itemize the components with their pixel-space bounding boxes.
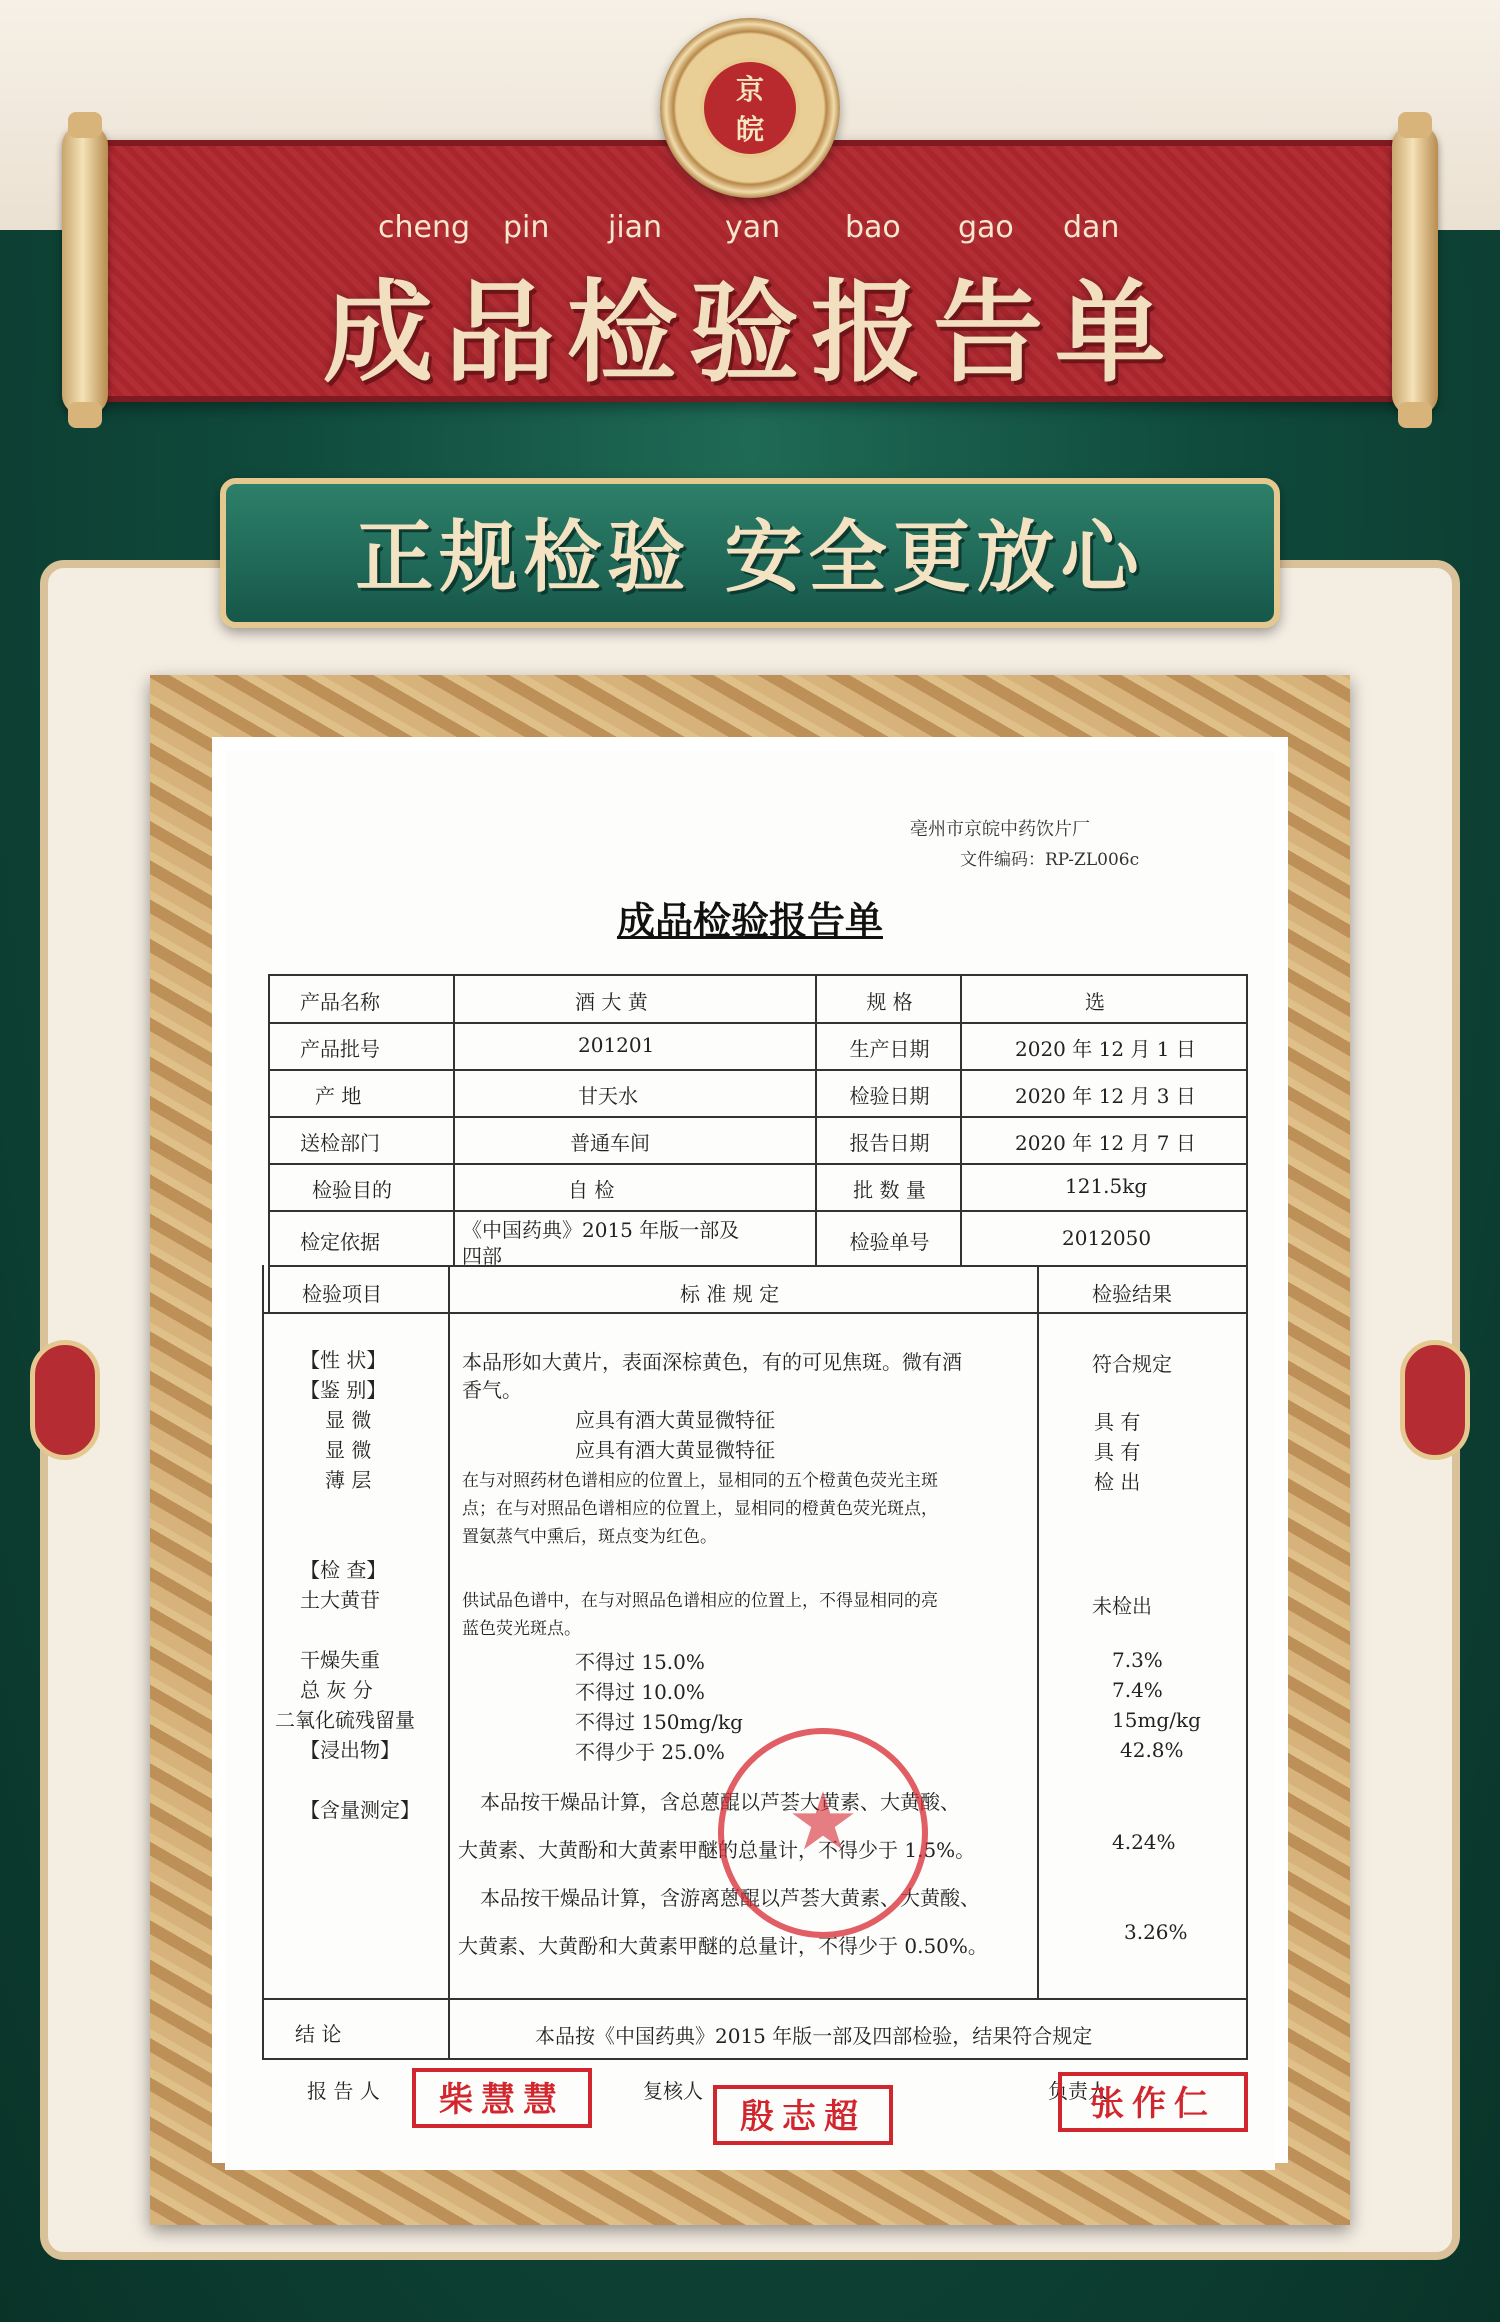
table-line bbox=[268, 1163, 1246, 1165]
test-item: 【含量测定】 bbox=[300, 1798, 420, 1822]
info-label: 产 地 bbox=[315, 1084, 362, 1108]
result-value: 具 有 bbox=[1094, 1410, 1141, 1434]
result-value: 检 出 bbox=[1094, 1470, 1141, 1494]
standard-text: 香气。 bbox=[462, 1378, 522, 1402]
info-label: 检验目的 bbox=[312, 1178, 392, 1202]
signature-label: 复核人 bbox=[643, 2079, 703, 2103]
pinyin-syllable: yan bbox=[725, 210, 781, 245]
table-line bbox=[262, 1998, 1246, 2000]
seal-star-icon: ★ bbox=[787, 1775, 859, 1868]
standard-text: 蓝色荧光斑点。 bbox=[462, 1619, 581, 1639]
pinyin-syllable: gao bbox=[958, 210, 1014, 245]
test-item: 【鉴 别】 bbox=[300, 1378, 387, 1402]
seal-char: 京 bbox=[735, 73, 764, 106]
test-item: 薄 层 bbox=[325, 1468, 372, 1492]
signature-stamp: 张作仁 bbox=[1058, 2072, 1248, 2132]
standard-text: 应具有酒大黄显微特征 bbox=[575, 1408, 775, 1432]
info-value: 四部 bbox=[462, 1244, 502, 1268]
column-header: 标 准 规 定 bbox=[680, 1282, 780, 1306]
standard-text: 本品按干燥品计算，含游离蒽醌以芦荟大黄素、大黄酸、 bbox=[480, 1886, 980, 1910]
info-value: 自 检 bbox=[568, 1178, 615, 1202]
side-ornament-icon bbox=[30, 1340, 100, 1460]
result-value: 3.26% bbox=[1124, 1920, 1188, 1944]
company-name: 亳州市京皖中药饮片厂 bbox=[910, 819, 1090, 840]
table-line bbox=[262, 1312, 1246, 1314]
roller-cap-icon bbox=[68, 402, 102, 428]
info-label: 检验日期 bbox=[849, 1084, 930, 1108]
roller-cap-icon bbox=[1398, 402, 1432, 428]
info-value: 2020 年 12 月 3 日 bbox=[1015, 1084, 1196, 1108]
standard-text: 供试品色谱中，在与对照品色谱相应的位置上，不得显相同的亮 bbox=[462, 1591, 938, 1611]
signature-label: 报 告 人 bbox=[307, 2079, 380, 2103]
info-value: 201201 bbox=[578, 1033, 655, 1057]
signature-stamp: 柴慧慧 bbox=[412, 2068, 592, 2128]
standard-text: 不得少于 25.0% bbox=[575, 1740, 725, 1764]
info-value: 2020 年 12 月 1 日 bbox=[1015, 1037, 1196, 1061]
pinyin-syllable: pin bbox=[503, 210, 550, 245]
test-item: 二氧化硫残留量 bbox=[275, 1708, 415, 1732]
pinyin-syllable: jian bbox=[608, 210, 663, 245]
test-item: 【检 查】 bbox=[300, 1558, 387, 1582]
standard-text: 不得过 150mg/kg bbox=[575, 1710, 743, 1734]
standard-text: 应具有酒大黄显微特征 bbox=[575, 1438, 775, 1462]
table-line bbox=[815, 974, 817, 1265]
standard-text: 置氨蒸气中熏后，斑点变为红色。 bbox=[462, 1527, 717, 1547]
standard-text: 点；在与对照品色谱相应的位置上，显相同的橙黄色荧光斑点， bbox=[462, 1499, 938, 1519]
result-value: 42.8% bbox=[1120, 1738, 1184, 1762]
roller-cap-icon bbox=[68, 112, 102, 138]
page-title: 成品检验报告单 bbox=[323, 268, 1177, 397]
info-value: 2012050 bbox=[1062, 1226, 1152, 1250]
info-label: 报告日期 bbox=[849, 1131, 930, 1155]
info-value: 《中国药典》2015 年版一部及 bbox=[462, 1218, 740, 1242]
table-border bbox=[268, 974, 270, 1312]
pinyin-syllable: cheng bbox=[378, 210, 471, 245]
info-value: 121.5kg bbox=[1065, 1174, 1148, 1198]
test-item: 干燥失重 bbox=[300, 1648, 380, 1672]
standard-text: 本品按干燥品计算，含总蒽醌以芦荟大黄素、大黄酸、 bbox=[480, 1790, 960, 1814]
conclusion-label: 结 论 bbox=[295, 2022, 342, 2046]
pinyin-syllable: dan bbox=[1063, 210, 1120, 245]
table-line bbox=[268, 1022, 1246, 1024]
table-border bbox=[1246, 974, 1248, 2060]
standard-text: 不得过 10.0% bbox=[575, 1680, 705, 1704]
pinyin-syllable: bao bbox=[845, 210, 901, 245]
document-title: 成品检验报告单 bbox=[616, 899, 883, 943]
test-item: 【性 状】 bbox=[300, 1348, 387, 1372]
conclusion-text: 本品按《中国药典》2015 年版一部及四部检验，结果符合规定 bbox=[535, 2024, 1093, 2048]
info-label: 检定依据 bbox=[300, 1230, 380, 1254]
result-value: 7.3% bbox=[1112, 1648, 1163, 1672]
table-line bbox=[1037, 1265, 1039, 1998]
tagline: 正规检验 安全更放心 bbox=[355, 512, 1145, 603]
roller-cap-icon bbox=[1398, 112, 1432, 138]
info-label: 生产日期 bbox=[849, 1037, 930, 1061]
standard-text: 大黄素、大黄酚和大黄素甲醚的总量计，不得少于 0.50%。 bbox=[458, 1934, 988, 1958]
standard-text: 本品形如大黄片，表面深棕黄色，有的可见焦斑。微有酒 bbox=[462, 1350, 962, 1374]
table-line bbox=[453, 974, 455, 1265]
column-header: 检验项目 bbox=[302, 1282, 382, 1306]
info-value: 普通车间 bbox=[570, 1131, 650, 1155]
result-value: 符合规定 bbox=[1092, 1352, 1172, 1376]
info-value: 甘天水 bbox=[578, 1084, 638, 1108]
column-header: 检验结果 bbox=[1092, 1282, 1172, 1306]
info-value: 酒 大 黄 bbox=[575, 990, 648, 1014]
result-value: 未检出 bbox=[1092, 1594, 1152, 1618]
table-line bbox=[448, 1265, 450, 2060]
test-item: 显 微 bbox=[325, 1408, 372, 1432]
table-line bbox=[960, 974, 962, 1265]
result-value: 4.24% bbox=[1112, 1830, 1176, 1854]
file-code: 文件编码：RP-ZL006c bbox=[960, 850, 1140, 870]
signature-label: 负责人 bbox=[1048, 2079, 1108, 2103]
seal-char: 皖 bbox=[735, 113, 764, 146]
test-item: 总 灰 分 bbox=[300, 1678, 373, 1702]
info-label: 批 数 量 bbox=[853, 1178, 926, 1202]
table-line bbox=[268, 1265, 1246, 1267]
table-line bbox=[268, 1116, 1246, 1118]
table-border bbox=[262, 2058, 1246, 2060]
standard-text: 不得过 15.0% bbox=[575, 1650, 705, 1674]
side-ornament-icon bbox=[1400, 1340, 1470, 1460]
info-value: 2020 年 12 月 7 日 bbox=[1015, 1131, 1196, 1155]
result-value: 7.4% bbox=[1112, 1678, 1163, 1702]
test-item: 【浸出物】 bbox=[300, 1738, 400, 1762]
test-item: 土大黄苷 bbox=[300, 1588, 380, 1612]
info-value: 选 bbox=[1085, 990, 1105, 1014]
result-value: 15mg/kg bbox=[1112, 1708, 1201, 1732]
standard-text: 在与对照药材色谱相应的位置上，显相同的五个橙黄色荧光主斑 bbox=[462, 1471, 938, 1491]
standard-text: 大黄素、大黄酚和大黄素甲醚的总量计，不得少于 1.5%。 bbox=[458, 1838, 976, 1862]
info-label: 产品名称 bbox=[300, 990, 380, 1014]
test-item: 显 微 bbox=[325, 1438, 372, 1462]
table-border bbox=[268, 974, 1246, 976]
info-label: 产品批号 bbox=[300, 1037, 380, 1061]
signature-stamp: 殷志超 bbox=[713, 2085, 893, 2145]
table-border bbox=[262, 1265, 264, 2060]
table-line bbox=[268, 1210, 1246, 1212]
info-label: 检验单号 bbox=[849, 1230, 930, 1254]
info-label: 规 格 bbox=[866, 990, 913, 1014]
info-label: 送检部门 bbox=[300, 1131, 380, 1155]
table-line bbox=[268, 1069, 1246, 1071]
result-value: 具 有 bbox=[1094, 1440, 1141, 1464]
